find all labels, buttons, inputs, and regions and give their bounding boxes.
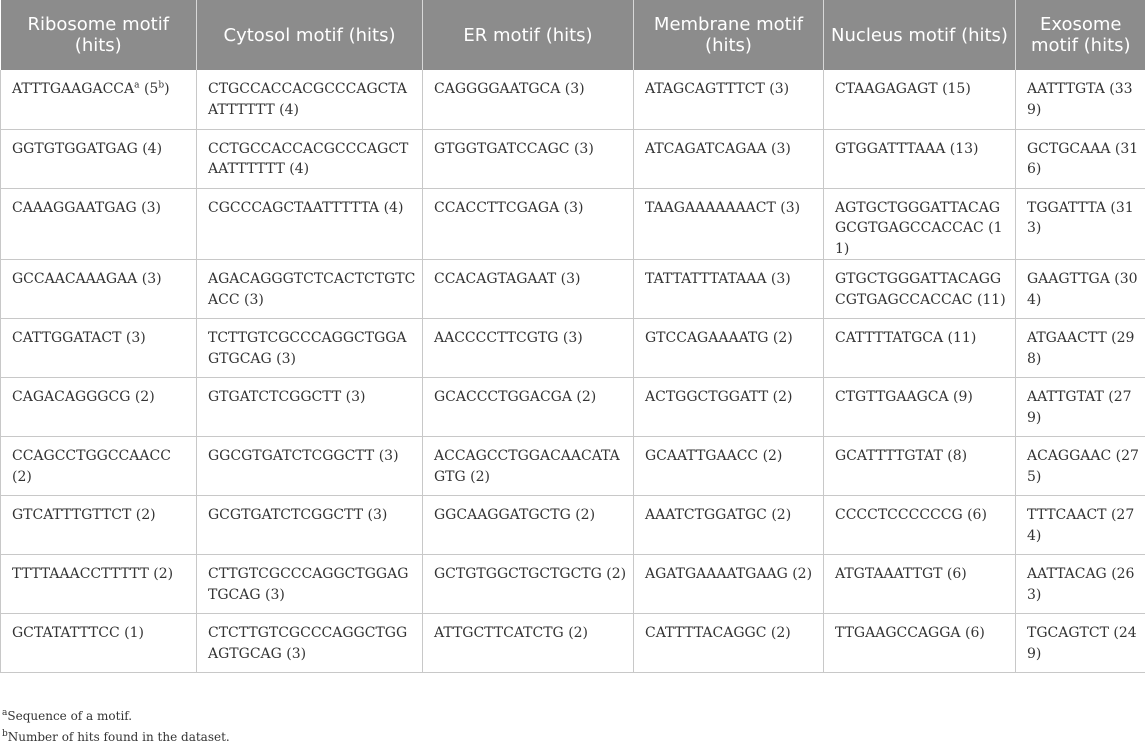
cell-nucleus: CCCCTCCCCCCG (6) bbox=[824, 496, 1016, 555]
cell-exosome: GAAGTTGA (304) bbox=[1016, 260, 1145, 319]
cell-cytosol: CCTGCCACCACGCCCAGCTAATTTTTT (4) bbox=[197, 129, 423, 188]
cell-nucleus: CTGTTGAAGCA (9) bbox=[824, 378, 1016, 437]
cell-exosome: ATGAACTT (298) bbox=[1016, 319, 1145, 378]
cell-cytosol: GCGTGATCTCGGCTT (3) bbox=[197, 496, 423, 555]
cell-ribosome: GCTATATTTCC (1) bbox=[1, 614, 197, 673]
table-row bbox=[1, 496, 1145, 555]
cell-nucleus: GTGCTGGGATTACAGGCGTGAGCCACCAC (11) bbox=[824, 260, 1016, 319]
footnote-mark-b: b bbox=[158, 80, 164, 90]
cell-er: GCACCCTGGACGA (2) bbox=[423, 378, 634, 437]
cell-membrane: AAATCTGGATGC (2) bbox=[634, 496, 824, 555]
footnote-text: Sequence of a motif. bbox=[7, 709, 132, 723]
cell-cytosol: CTGCCACCACGCCCAGCTAATTTTTT (4) bbox=[197, 70, 423, 129]
cell-er: ACCAGCCTGGACAACATAGTG (2) bbox=[423, 437, 634, 496]
cell-membrane: GTCCAGAAAATG (2) bbox=[634, 319, 824, 378]
cell-membrane: AGATGAAAATGAAG (2) bbox=[634, 555, 824, 614]
table-row bbox=[1, 614, 1145, 673]
table-header bbox=[1, 0, 1145, 70]
cell-er: ATTGCTTCATCTG (2) bbox=[423, 614, 634, 673]
table-row bbox=[1, 70, 1145, 129]
hit-count-close: ) bbox=[164, 81, 169, 97]
cell-nucleus: ATGTAAATTGT (6) bbox=[824, 555, 1016, 614]
cell-er: CAGGGGAATGCA (3) bbox=[423, 70, 634, 129]
table-row bbox=[1, 437, 1145, 496]
cell-nucleus: GTGGATTTAAA (13) bbox=[824, 129, 1016, 188]
cell-ribosome: CATTGGATACT (3) bbox=[1, 319, 197, 378]
table-body bbox=[1, 70, 1145, 673]
cell-membrane: ATCAGATCAGAA (3) bbox=[634, 129, 824, 188]
cell-nucleus: TTGAAGCCAGGA (6) bbox=[824, 614, 1016, 673]
cell-exosome: TGGATTTA (313) bbox=[1016, 188, 1145, 260]
footnote-marker: b bbox=[2, 729, 8, 739]
footnote-a bbox=[2, 706, 230, 727]
column-header-nucleus: Nucleus motif (hits) bbox=[824, 0, 1016, 70]
cell-exosome: AATTTGTA (339) bbox=[1016, 70, 1145, 129]
column-header-exosome: Exosome motif (hits) bbox=[1016, 0, 1145, 70]
cell-exosome: AATTGTAT (279) bbox=[1016, 378, 1145, 437]
header-row bbox=[1, 0, 1145, 70]
cell-er: GGCAAGGATGCTG (2) bbox=[423, 496, 634, 555]
cell-ribosome: GTCATTTGTTCT (2) bbox=[1, 496, 197, 555]
cell-er: GTGGTGATCCAGC (3) bbox=[423, 129, 634, 188]
column-header-ribosome: Ribosome motif (hits) bbox=[1, 0, 197, 70]
footnote-b bbox=[2, 727, 230, 748]
column-header-er: ER motif (hits) bbox=[423, 0, 634, 70]
column-header-membrane: Membrane motif (hits) bbox=[634, 0, 824, 70]
table-row bbox=[1, 129, 1145, 188]
cell-cytosol: TCTTGTCGCCCAGGCTGGAGTGCAG (3) bbox=[197, 319, 423, 378]
cell-cytosol: GGCGTGATCTCGGCTT (3) bbox=[197, 437, 423, 496]
motif-text: ATTTGAAGACCA bbox=[12, 81, 134, 97]
cell-membrane: ACTGGCTGGATT (2) bbox=[634, 378, 824, 437]
cell-nucleus: CTAAGAGAGT (15) bbox=[824, 70, 1016, 129]
cell-nucleus: AGTGCTGGGATTACAGGCGTGAGCCACCAC (11) bbox=[824, 188, 1016, 260]
table-row bbox=[1, 188, 1145, 260]
cell-membrane: CATTTTACAGGC (2) bbox=[634, 614, 824, 673]
cell-exosome: TGCAGTCT (249) bbox=[1016, 614, 1145, 673]
footnote-mark-a: a bbox=[134, 80, 139, 90]
cell-nucleus: GCATTTTGTAT (8) bbox=[824, 437, 1016, 496]
cell-membrane: TAAGAAAAAAACT (3) bbox=[634, 188, 824, 260]
cell-ribosome: CAAAGGAATGAG (3) bbox=[1, 188, 197, 260]
cell-membrane: ATAGCAGTTTCT (3) bbox=[634, 70, 824, 129]
cell-cytosol: CTCTTGTCGCCCAGGCTGGAGTGCAG (3) bbox=[197, 614, 423, 673]
table-row bbox=[1, 319, 1145, 378]
cell-ribosome: TTTTAAACCTTTTT (2) bbox=[1, 555, 197, 614]
table-row bbox=[1, 378, 1145, 437]
cell-ribosome: CAGACAGGGCG (2) bbox=[1, 378, 197, 437]
column-header-cytosol: Cytosol motif (hits) bbox=[197, 0, 423, 70]
cell-er: CCACCTTCGAGA (3) bbox=[423, 188, 634, 260]
cell-er: AACCCCTTCGTG (3) bbox=[423, 319, 634, 378]
cell-ribosome bbox=[1, 70, 197, 129]
footnote-marker: a bbox=[2, 708, 7, 718]
cell-nucleus: CATTTTATGCA (11) bbox=[824, 319, 1016, 378]
footnote-text: Number of hits found in the dataset. bbox=[8, 730, 230, 744]
cell-er: CCACAGTAGAAT (3) bbox=[423, 260, 634, 319]
footnotes bbox=[2, 706, 230, 748]
cell-exosome: TTTCAACT (274) bbox=[1016, 496, 1145, 555]
table-row bbox=[1, 555, 1145, 614]
cell-er: GCTGTGGCTGCTGCTG (2) bbox=[423, 555, 634, 614]
cell-ribosome: GCCAACAAAGAA (3) bbox=[1, 260, 197, 319]
hit-count-text: (5 bbox=[140, 81, 159, 97]
cell-membrane: TATTATTTATAAA (3) bbox=[634, 260, 824, 319]
cell-cytosol: GTGATCTCGGCTT (3) bbox=[197, 378, 423, 437]
cell-exosome: AATTACAG (263) bbox=[1016, 555, 1145, 614]
cell-exosome: ACAGGAAC (275) bbox=[1016, 437, 1145, 496]
cell-cytosol: CGCCCAGCTAATTTTTA (4) bbox=[197, 188, 423, 260]
table-row bbox=[1, 260, 1145, 319]
cell-ribosome: CCAGCCTGGCCAACC (2) bbox=[1, 437, 197, 496]
cell-cytosol: CTTGTCGCCCAGGCTGGAGTGCAG (3) bbox=[197, 555, 423, 614]
cell-cytosol: AGACAGGGTCTCACTCTGTCACC (3) bbox=[197, 260, 423, 319]
cell-membrane: GCAATTGAACC (2) bbox=[634, 437, 824, 496]
cell-exosome: GCTGCAAA (316) bbox=[1016, 129, 1145, 188]
cell-ribosome: GGTGTGGATGAG (4) bbox=[1, 129, 197, 188]
